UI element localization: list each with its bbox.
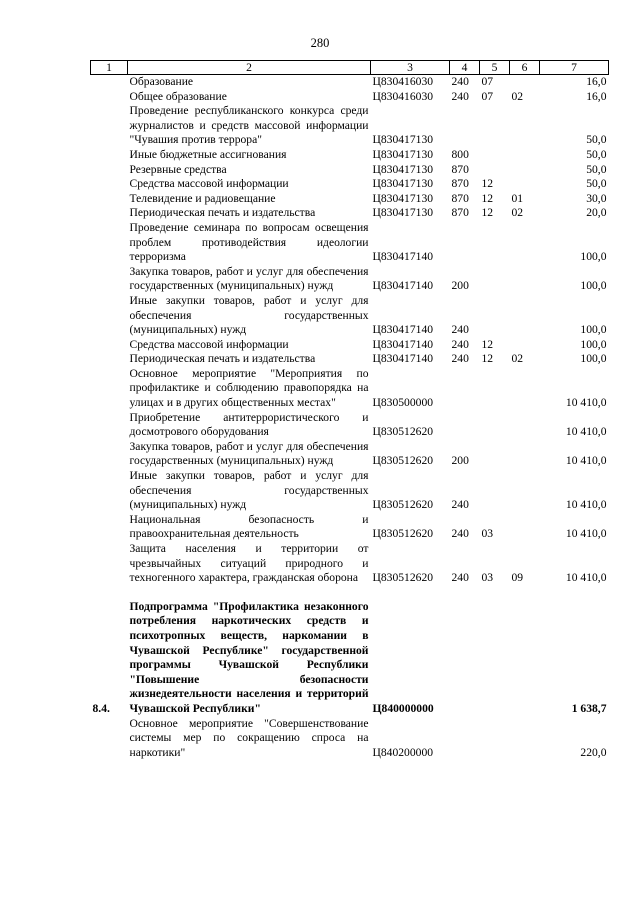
row-amount: 30,0 [586,191,607,205]
row-subsection [510,75,540,90]
header-col-3: 3 [371,61,450,75]
row-section: 12 [481,191,494,205]
row-target-code: Ц830417130 [372,191,434,205]
row-section [480,367,510,411]
row-expense-type: 240 [451,323,469,337]
row-expense-type: 800 [451,147,469,161]
row-expense-type: 240 [451,75,469,88]
row-section [480,265,510,294]
row-name: Телевидение и радиовещание [129,191,276,205]
row-amount: 100,0 [580,279,607,293]
row-amount: 100,0 [580,337,607,351]
row-number [91,513,128,542]
row-number [91,469,128,513]
row-subsection [510,600,540,717]
table-row [91,542,609,586]
header-col-5: 5 [480,61,510,75]
row-expense-type [450,600,480,717]
row-expense-type: 240 [451,527,469,541]
row-section: 12 [481,352,494,366]
row-number [91,352,128,367]
row-target-code: Ц830417140 [372,337,434,351]
row-section [480,717,510,761]
row-name: Резервные средства [129,162,227,176]
row-number [91,221,128,265]
row-expense-type: 870 [451,206,469,220]
table-row [91,206,609,221]
table-row [91,440,609,469]
row-number [91,717,128,761]
row-amount: 16,0 [586,75,607,88]
table-row [91,221,609,265]
row-section [480,148,510,163]
row-section [480,411,510,440]
row-expense-type: 240 [451,571,469,585]
row-name: Иные закупки товаров, работ и услуг для обеспечения государственных (муниципальных) нужд [129,293,369,337]
table-row [91,717,609,761]
row-section: 07 [481,75,494,88]
row-number [91,163,128,178]
row-expense-type: 240 [451,337,469,351]
row-subsection [510,440,540,469]
row-subsection [510,148,540,163]
row-name: Защита населения и территории от чрезвычайных ситуаций природного и техногенного характера, гражданская оборона [129,542,369,585]
row-target-code: Ц830417130 [372,133,434,147]
row-subsection [510,265,540,294]
table-row [91,192,609,207]
row-section: 07 [481,89,494,103]
table-row [91,265,609,294]
row-target-code: Ц830512620 [372,527,434,541]
row-name: Общее образование [129,89,227,103]
table-row [91,600,609,717]
row-number [91,177,128,192]
row-target-code: Ц830417130 [372,177,434,191]
table-row [91,177,609,192]
row-name: Закупка товаров, работ и услуг для обеспечения государственных (муниципальных) нужд [129,264,369,293]
header-col-7: 7 [540,61,609,75]
row-name: Национальная безопасность и правоохранительная деятельность [129,512,369,541]
row-section [480,221,510,265]
row-section [480,600,510,717]
row-number [91,192,128,207]
row-amount: 10 410,0 [565,425,607,439]
row-expense-type: 240 [451,352,469,366]
row-number [91,206,128,221]
row-section [480,163,510,178]
row-target-code: Ц840000000 [372,701,434,715]
row-name: Проведение семинара по вопросам освещения проблем противодействия идеологии терроризма [129,220,369,264]
row-section: 12 [481,206,494,220]
header-col-2: 2 [128,61,371,75]
row-target-code: Ц830417140 [372,250,434,264]
row-subsection: 01 [511,191,524,205]
row-number [91,75,128,90]
table-row [91,338,609,353]
table-row [91,75,609,90]
budget-table [90,60,609,760]
row-section [480,294,510,338]
row-amount: 50,0 [586,162,607,176]
row-target-code: Ц830416030 [372,75,434,88]
row-number [91,265,128,294]
header-col-6: 6 [510,61,540,75]
header-col-1: 1 [91,61,128,75]
row-expense-type: 200 [451,279,469,293]
row-number [91,440,128,469]
row-subsection [510,221,540,265]
row-section: 03 [481,527,494,541]
row-subsection: 02 [511,89,524,103]
row-number [91,148,128,163]
row-amount: 220,0 [580,745,607,759]
row-amount: 10 410,0 [565,396,607,410]
row-amount: 10 410,0 [565,571,607,585]
table-row [91,104,609,148]
row-name: Основное мероприятие "Совершенствование системы мер по сокращению спроса на наркотики" [129,716,369,759]
row-expense-type [450,411,480,440]
row-number [91,542,128,586]
row-subsection: 02 [511,206,524,220]
row-amount: 1 638,7 [571,701,607,715]
row-name: Приобретение антитеррористического и досмотрового оборудования [129,410,369,439]
row-expense-type [450,717,480,761]
row-subsection [510,367,540,411]
spacer-row [91,586,609,600]
table-header-row [91,61,609,75]
row-amount: 10 410,0 [565,498,607,512]
row-expense-type: 870 [451,191,469,205]
row-target-code: Ц830512620 [372,498,434,512]
row-subsection [510,469,540,513]
row-target-code: Ц830416030 [372,89,434,103]
page-number: 280 [310,36,330,50]
table-row [91,469,609,513]
row-target-code: Ц830512620 [372,425,434,439]
table-body [91,61,609,761]
row-name: Образование [129,75,194,88]
row-target-code: Ц830512620 [372,454,434,468]
row-amount: 50,0 [586,177,607,191]
row-amount: 16,0 [586,89,607,103]
row-expense-type: 200 [451,454,469,468]
row-section: 12 [481,337,494,351]
row-amount: 100,0 [580,250,607,264]
row-target-code: Ц830417140 [372,352,434,366]
row-amount: 50,0 [586,147,607,161]
row-amount: 10 410,0 [565,527,607,541]
table-row [91,411,609,440]
row-section [480,104,510,148]
spacer-cell [91,586,609,600]
table-row [91,148,609,163]
table-row [91,513,609,542]
row-number [91,411,128,440]
row-name: Иные бюджетные ассигнования [129,147,287,161]
row-name: Подпрограмма "Профилактика незаконного потребления наркотических средств и психотропных веществ, наркомании в Чувашской Республике" государственной программы Чувашской Республики "Повышение безопасности жизнедеятельности населения и территорий Чувашской Республики" [129,599,369,715]
row-number: 8.4. [92,701,110,715]
row-section: 03 [481,571,494,585]
row-number [91,367,128,411]
row-expense-type [450,104,480,148]
row-subsection: 02 [511,352,524,366]
row-target-code: Ц830417140 [372,279,434,293]
row-section: 12 [481,177,494,191]
row-amount: 20,0 [586,206,607,220]
row-name: Основное мероприятие "Мероприятия по профилактике и соблюдению правопорядка на улицах и в других общественных местах" [129,366,369,410]
row-target-code: Ц840200000 [372,745,434,759]
row-name: Средства массовой информации [129,177,289,191]
row-number [91,90,128,105]
row-expense-type [450,367,480,411]
row-subsection [510,411,540,440]
row-target-code: Ц830417130 [372,147,434,161]
row-subsection [510,513,540,542]
table-row [91,90,609,105]
row-subsection [510,177,540,192]
table-row [91,352,609,367]
row-section [480,469,510,513]
row-amount: 100,0 [580,352,607,366]
table-row [91,367,609,411]
row-expense-type: 870 [451,177,469,191]
row-name: Периодическая печать и издательства [129,206,316,220]
row-expense-type: 240 [451,498,469,512]
row-expense-type: 870 [451,162,469,176]
row-name: Проведение республиканского конкурса среди журналистов и средств массовой информации "Чувашия против террора" [129,104,369,147]
row-number [91,338,128,353]
row-subsection [510,717,540,761]
row-expense-type [450,221,480,265]
row-subsection [510,163,540,178]
row-name: Закупка товаров, работ и услуг для обеспечения государственных (муниципальных) нужд [129,439,369,468]
row-amount: 50,0 [586,133,607,147]
row-target-code: Ц830512620 [372,571,434,585]
row-expense-type: 240 [451,89,469,103]
table-row [91,294,609,338]
row-number [91,294,128,338]
row-section [480,440,510,469]
header-col-4: 4 [450,61,480,75]
row-subsection [510,338,540,353]
row-number [91,104,128,148]
row-name: Иные закупки товаров, работ и услуг для обеспечения государственных (муниципальных) нужд [129,469,369,512]
row-subsection: 09 [511,571,524,585]
row-target-code: Ц830500000 [372,396,434,410]
row-amount: 10 410,0 [565,454,607,468]
row-subsection [510,104,540,148]
row-target-code: Ц830417140 [372,323,434,337]
row-name: Средства массовой информации [129,337,289,351]
row-target-code: Ц830417130 [372,162,434,176]
row-target-code: Ц830417130 [372,206,434,220]
row-amount: 100,0 [580,323,607,337]
table-row [91,163,609,178]
row-name: Периодическая печать и издательства [129,352,316,366]
row-subsection [510,294,540,338]
